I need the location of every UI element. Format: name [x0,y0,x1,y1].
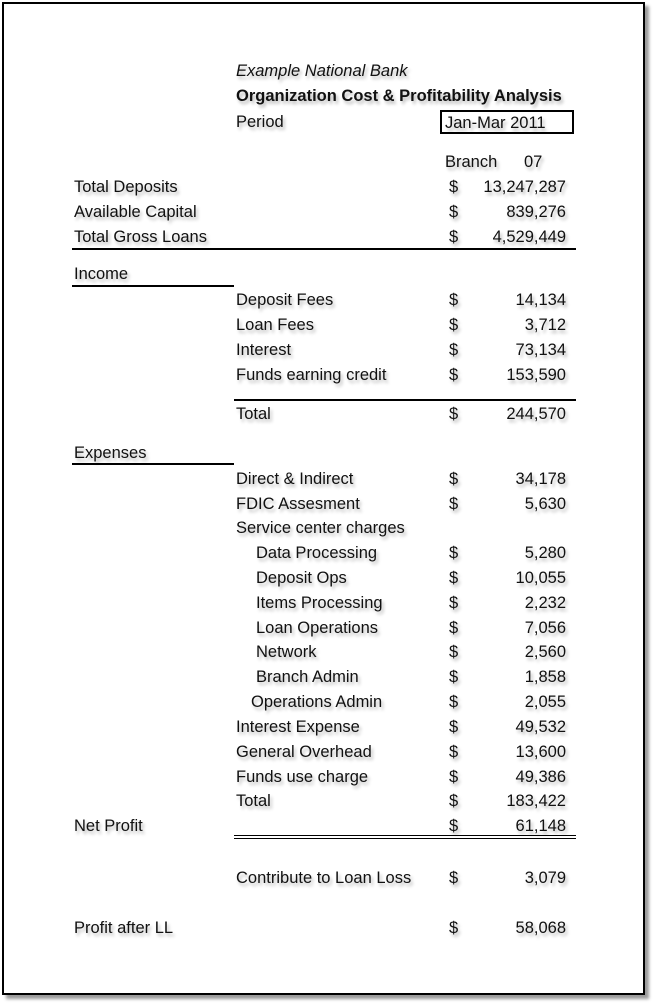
currency-symbol: $ [449,668,459,686]
net-profit-value: 61,148 [515,817,566,835]
loan-loss-value: 3,079 [524,869,566,887]
currency-symbol: $ [449,919,459,937]
income-item-label: Loan Fees [236,316,314,334]
currency-symbol: $ [449,178,459,196]
summary-value: 4,529,449 [492,228,566,246]
currency-symbol: $ [449,792,459,810]
expense-item-value: 34,178 [515,470,566,488]
loan-loss-label: Contribute to Loan Loss [236,869,412,887]
currency-symbol: $ [449,817,459,835]
expense-subitem-label: Deposit Ops [256,569,347,587]
expense-item-value: 7,056 [524,619,566,637]
currency-symbol: $ [449,228,459,246]
expense-item-value: 2,055 [524,693,566,711]
income-item-label: Deposit Fees [236,291,334,309]
currency-symbol: $ [449,405,459,423]
expense-item-value: 2,232 [524,594,566,612]
expense-item-label: Interest Expense [236,718,360,736]
currency-symbol: $ [449,341,459,359]
expense-item-value: 49,386 [515,768,566,786]
net-profit-label: Net Profit [74,817,143,835]
summary-value: 839,276 [506,203,566,221]
currency-symbol: $ [449,470,459,488]
expense-subitem-label: Network [256,643,317,661]
income-item-label: Interest [236,341,292,359]
currency-symbol: $ [449,544,459,562]
expense-subitem-label: Operations Admin [251,693,383,711]
income-item-value: 73,134 [515,341,566,359]
expense-item-label: Funds use charge [236,768,369,786]
period-label: Period [236,113,284,131]
currency-symbol: $ [449,743,459,761]
summary-divider [72,248,576,250]
currency-symbol: $ [449,869,459,887]
currency-symbol: $ [449,495,459,513]
report-title: Organization Cost & Profitability Analysis [236,87,562,105]
expenses-heading-underline [72,463,234,465]
expense-subitem-label: Loan Operations [256,619,379,637]
currency-symbol: $ [449,693,459,711]
currency-symbol: $ [449,619,459,637]
income-total-divider [234,399,576,401]
expense-total-label: Total [236,792,271,810]
expense-item-label: General Overhead [236,743,372,761]
expense-item-value: 2,560 [524,643,566,661]
expense-group-label: Service center charges [236,519,405,537]
net-profit-double-underline [234,835,576,836]
bank-name: Example National Bank [236,62,408,80]
period-value: Jan-Mar 2011 [445,114,546,132]
profit-after-ll-value: 58,068 [515,919,566,937]
currency-symbol: $ [449,316,459,334]
expense-item-value: 1,858 [524,668,566,686]
expense-item-value: 5,630 [524,495,566,513]
currency-symbol: $ [449,291,459,309]
expense-item-label: FDIC Assesment [236,495,360,513]
expenses-heading: Expenses [74,444,147,462]
branch-label: Branch [445,153,498,171]
net-profit-double-underline [234,838,576,839]
summary-label: Available Capital [74,203,197,221]
expense-item-value: 49,532 [515,718,566,736]
expense-item-value: 5,280 [524,544,566,562]
currency-symbol: $ [449,718,459,736]
expense-item-value: 13,600 [515,743,566,761]
summary-label: Total Deposits [74,178,178,196]
expense-item-value: 10,055 [515,569,566,587]
income-total-label: Total [236,405,271,423]
income-total-value: 244,570 [506,405,566,423]
currency-symbol: $ [449,768,459,786]
income-item-value: 14,134 [515,291,566,309]
expense-subitem-label: Branch Admin [256,668,359,686]
currency-symbol: $ [449,569,459,587]
income-heading: Income [74,265,129,283]
profit-after-ll-label: Profit after LL [74,919,174,937]
income-item-label: Funds earning credit [236,366,387,384]
currency-symbol: $ [449,643,459,661]
expense-subitem-label: Data Processing [256,544,378,562]
expense-item-label: Direct & Indirect [236,470,354,488]
currency-symbol: $ [449,594,459,612]
summary-label: Total Gross Loans [74,228,207,246]
expense-total-value: 183,422 [506,792,566,810]
summary-value: 13,247,287 [483,178,566,196]
currency-symbol: $ [449,203,459,221]
currency-symbol: $ [449,366,459,384]
income-item-value: 153,590 [506,366,566,384]
income-heading-underline [72,285,234,287]
income-item-value: 3,712 [524,316,566,334]
expense-subitem-label: Items Processing [256,594,383,612]
branch-number: 07 [524,153,543,171]
